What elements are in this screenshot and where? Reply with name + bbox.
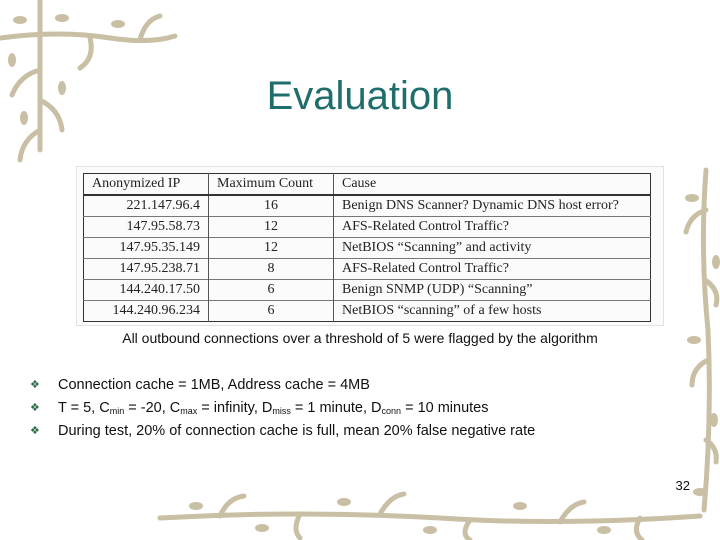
cell-ip: 221.147.96.4 [84,195,209,217]
table-row [84,238,651,259]
table-row [84,259,651,280]
diamond-bullet-icon: ❖ [30,402,40,414]
cell-max-count: 12 [209,238,334,259]
bullet-text-part: = 10 minutes [401,400,489,416]
cell-cause: AFS-Related Control Traffic? [334,217,651,238]
cell-ip: 147.95.35.149 [84,238,209,259]
bullet-item-test-result [30,420,535,443]
cell-max-count: 12 [209,217,334,238]
table-header-row [84,174,651,196]
cell-max-count: 6 [209,280,334,301]
bullet-text-part: T = 5, C [58,400,110,416]
cell-cause: NetBIOS “scanning” of a few hosts [334,301,651,322]
cell-cause: Benign DNS Scanner? Dynamic DNS host error? [334,195,651,217]
cell-ip: 147.95.58.73 [84,217,209,238]
bullet-text: During test, 20% of connection cache is full, mean 20% false negative rate [58,423,536,439]
table-row [84,217,651,238]
table-row [84,280,651,301]
bullet-text-part: = 1 minute, D [290,400,382,416]
slide-title: Evaluation [266,74,454,118]
subscript-min: min [109,406,125,416]
table-row [84,301,651,322]
bullet-text-part: = infinity, D [197,400,273,416]
table-caption: All outbound connections over a threshold of 5 were flagged by the algorithm [122,330,598,346]
cell-max-count: 8 [209,259,334,280]
cell-cause: Benign SNMP (UDP) “Scanning” [334,280,651,301]
cell-ip: 147.95.238.71 [84,259,209,280]
cell-max-count: 6 [209,301,334,322]
results-table-image [76,166,664,326]
column-header-ip: Anonymized IP [84,174,209,196]
diamond-bullet-icon: ❖ [30,425,40,437]
table-row [84,195,651,217]
cell-max-count: 16 [209,195,334,217]
cell-ip: 144.240.17.50 [84,280,209,301]
bullet-text-part: = -20, C [124,400,181,416]
subscript-max: max [180,406,198,416]
cell-cause: NetBIOS “Scanning” and activity [334,238,651,259]
column-header-cause: Cause [334,174,651,196]
results-table [83,173,651,322]
bullet-text: Connection cache = 1MB, Address cache = 4MB [58,377,370,393]
subscript-conn: conn [381,406,402,416]
cell-ip: 144.240.96.234 [84,301,209,322]
column-header-max-count: Maximum Count [209,174,334,196]
bullet-item-parameters [30,397,535,420]
bullet-list [30,374,535,443]
subscript-miss: miss [272,406,291,416]
diamond-bullet-icon: ❖ [30,379,40,391]
page-number: 32 [675,478,690,493]
bullet-item-cache-sizes [30,374,535,397]
cell-cause: AFS-Related Control Traffic? [334,259,651,280]
